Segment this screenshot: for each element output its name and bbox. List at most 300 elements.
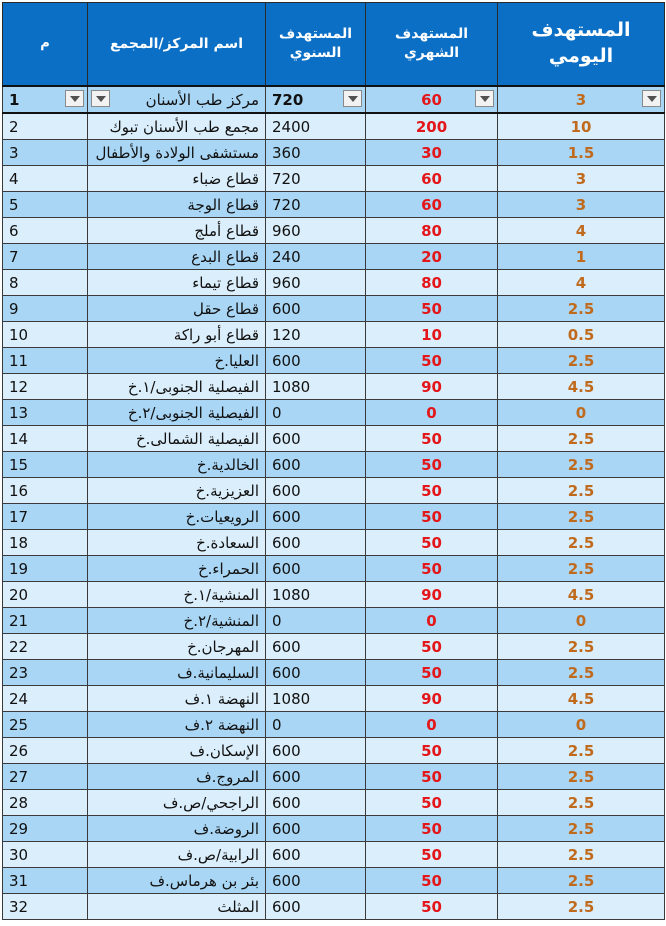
header-center-name[interactable]: اسم المركز/المجمع [88, 3, 266, 87]
cell-annual-target[interactable] [266, 400, 366, 426]
cell-index[interactable] [3, 86, 88, 113]
cell-annual-target-value: 600 [272, 507, 301, 526]
cell-daily-target[interactable] [498, 712, 665, 738]
cell-monthly-target-value: 0 [426, 715, 437, 734]
cell-center-name-value: الفيصلية الجنوبى/٢.خ [127, 403, 259, 422]
cell-monthly-target-value: 50 [421, 871, 442, 890]
cell-monthly-target-value: 50 [421, 793, 442, 812]
cell-monthly-target[interactable] [366, 530, 498, 556]
cell-monthly-target-value: 10 [421, 325, 442, 344]
cell-center-name-value: قطاع حقل [193, 299, 259, 318]
cell-annual-target[interactable] [266, 738, 366, 764]
cell-annual-target[interactable] [266, 140, 366, 166]
cell-index[interactable] [3, 816, 88, 842]
cell-index[interactable] [3, 218, 88, 244]
cell-monthly-target[interactable] [366, 634, 498, 660]
cell-index-value: 12 [9, 377, 29, 396]
cell-index-value: 21 [9, 611, 29, 630]
cell-center-name[interactable] [88, 530, 266, 556]
cell-center-name[interactable] [88, 478, 266, 504]
cell-index[interactable] [3, 504, 88, 530]
cell-monthly-target-value: 90 [421, 377, 442, 396]
cell-annual-target[interactable] [266, 530, 366, 556]
cell-daily-target[interactable] [498, 894, 665, 920]
cell-daily-target-value: 2.5 [567, 455, 595, 474]
cell-annual-target-value: 360 [272, 143, 301, 162]
table-row [3, 712, 665, 738]
cell-center-name[interactable] [88, 634, 266, 660]
cell-daily-target-value: 2.5 [567, 429, 595, 448]
cell-annual-target[interactable] [266, 296, 366, 322]
cell-annual-target[interactable] [266, 764, 366, 790]
cell-daily-target[interactable] [498, 816, 665, 842]
cell-center-name[interactable] [88, 712, 266, 738]
cell-center-name[interactable] [88, 816, 266, 842]
cell-index-value: 16 [9, 481, 29, 500]
cell-daily-target-value: 2.5 [567, 663, 595, 682]
cell-center-name-value: النهضة ٢.ف [184, 715, 259, 734]
cell-annual-target-value: 960 [272, 221, 301, 240]
cell-monthly-target[interactable] [366, 140, 498, 166]
cell-center-name[interactable] [88, 218, 266, 244]
cell-daily-target[interactable] [498, 504, 665, 530]
table-row [3, 894, 665, 920]
cell-daily-target-value: 4.5 [567, 377, 595, 396]
table-row [3, 218, 665, 244]
cell-annual-target-value: 600 [272, 897, 301, 916]
cell-index[interactable] [3, 113, 88, 140]
cell-index[interactable] [3, 868, 88, 894]
cell-index-value: 23 [9, 663, 29, 682]
cell-center-name[interactable] [88, 192, 266, 218]
cell-annual-target[interactable] [266, 842, 366, 868]
cell-center-name[interactable] [88, 660, 266, 686]
cell-annual-target[interactable] [266, 790, 366, 816]
cell-index-value: 31 [9, 871, 29, 890]
cell-monthly-target[interactable] [366, 738, 498, 764]
cell-index-value: 27 [9, 767, 29, 786]
table-row [3, 530, 665, 556]
cell-monthly-target[interactable] [366, 868, 498, 894]
cell-daily-target[interactable] [498, 686, 665, 712]
cell-annual-target-value: 1080 [272, 585, 311, 604]
cell-daily-target[interactable] [498, 140, 665, 166]
cell-monthly-target[interactable] [366, 322, 498, 348]
cell-annual-target-value: 600 [272, 455, 301, 474]
filter-dropdown-icon[interactable] [343, 90, 362, 107]
cell-index[interactable] [3, 452, 88, 478]
cell-index[interactable] [3, 244, 88, 270]
cell-daily-target-value: 2.5 [567, 897, 595, 916]
cell-annual-target-value: 600 [272, 299, 301, 318]
cell-daily-target[interactable] [498, 400, 665, 426]
cell-center-name[interactable] [88, 556, 266, 582]
cell-index[interactable] [3, 764, 88, 790]
cell-daily-target[interactable] [498, 244, 665, 270]
cell-annual-target[interactable] [266, 686, 366, 712]
cell-monthly-target[interactable] [366, 400, 498, 426]
cell-daily-target-value: 3 [575, 169, 587, 188]
cell-index-value: 2 [9, 117, 19, 136]
cell-annual-target[interactable] [266, 504, 366, 530]
cell-monthly-target-value: 80 [421, 273, 442, 292]
cell-daily-target[interactable] [498, 192, 665, 218]
cell-center-name-value: الفيصلية الشمالى.خ [135, 429, 259, 448]
cell-center-name-value: الإسكان.ف [189, 741, 259, 760]
cell-center-name[interactable] [88, 348, 266, 374]
cell-monthly-target-value: 90 [421, 585, 442, 604]
cell-index[interactable] [3, 842, 88, 868]
cell-monthly-target[interactable] [366, 426, 498, 452]
cell-daily-target[interactable] [498, 113, 665, 140]
cell-center-name[interactable] [88, 166, 266, 192]
cell-daily-target[interactable] [498, 296, 665, 322]
table-row [3, 192, 665, 218]
cell-index[interactable] [3, 530, 88, 556]
cell-center-name[interactable] [88, 738, 266, 764]
filter-dropdown-icon[interactable] [642, 90, 661, 107]
cell-center-name[interactable] [88, 790, 266, 816]
cell-monthly-target[interactable] [366, 192, 498, 218]
cell-monthly-target-value: 50 [421, 559, 442, 578]
cell-center-name-value: المروج.ف [196, 767, 259, 786]
cell-center-name[interactable] [88, 504, 266, 530]
cell-center-name[interactable] [88, 582, 266, 608]
cell-daily-target[interactable] [498, 86, 665, 113]
cell-annual-target[interactable] [266, 712, 366, 738]
cell-monthly-target[interactable] [366, 166, 498, 192]
cell-center-name-value: النهضة ١.ف [184, 689, 259, 708]
cell-index[interactable] [3, 582, 88, 608]
cell-center-name-value: بئر بن هرماس.ف [149, 871, 259, 890]
table-row [3, 504, 665, 530]
cell-daily-target[interactable] [498, 842, 665, 868]
cell-annual-target[interactable] [266, 634, 366, 660]
cell-daily-target-value: 4 [575, 221, 587, 240]
cell-index[interactable] [3, 634, 88, 660]
cell-monthly-target[interactable] [366, 348, 498, 374]
cell-monthly-target[interactable] [366, 686, 498, 712]
cell-daily-target[interactable] [498, 348, 665, 374]
cell-monthly-target[interactable] [366, 244, 498, 270]
cell-index-value: 5 [9, 195, 19, 214]
cell-annual-target[interactable] [266, 452, 366, 478]
cell-annual-target-value: 600 [272, 637, 301, 656]
cell-annual-target[interactable] [266, 582, 366, 608]
cell-daily-target[interactable] [498, 582, 665, 608]
cell-daily-target-value: 0 [575, 611, 587, 630]
cell-monthly-target[interactable] [366, 608, 498, 634]
cell-center-name[interactable] [88, 686, 266, 712]
cell-center-name[interactable] [88, 374, 266, 400]
cell-center-name[interactable] [88, 244, 266, 270]
header-index[interactable]: م [3, 3, 88, 87]
filter-dropdown-icon[interactable] [91, 90, 110, 107]
cell-center-name[interactable] [88, 426, 266, 452]
cell-index[interactable] [3, 790, 88, 816]
cell-center-name[interactable] [88, 86, 266, 113]
cell-index[interactable] [3, 348, 88, 374]
cell-annual-target[interactable] [266, 166, 366, 192]
cell-annual-target-value: 120 [272, 325, 301, 344]
cell-monthly-target[interactable] [366, 478, 498, 504]
cell-daily-target[interactable] [498, 530, 665, 556]
cell-annual-target[interactable] [266, 894, 366, 920]
cell-daily-target[interactable] [498, 478, 665, 504]
cell-annual-target[interactable] [266, 374, 366, 400]
cell-annual-target[interactable] [266, 660, 366, 686]
cell-index-value: 7 [9, 247, 19, 266]
cell-index[interactable] [3, 556, 88, 582]
cell-center-name[interactable] [88, 842, 266, 868]
cell-daily-target[interactable] [498, 608, 665, 634]
cell-annual-target[interactable] [266, 608, 366, 634]
cell-monthly-target[interactable] [366, 894, 498, 920]
cell-daily-target-value: 2.5 [567, 741, 595, 760]
cell-annual-target[interactable] [266, 348, 366, 374]
cell-index[interactable] [3, 166, 88, 192]
cell-center-name-value: قطاع تيماء [192, 273, 259, 292]
cell-center-name[interactable] [88, 322, 266, 348]
cell-index-value: 19 [9, 559, 29, 578]
cell-center-name[interactable] [88, 296, 266, 322]
cell-monthly-target[interactable] [366, 816, 498, 842]
cell-annual-target[interactable] [266, 556, 366, 582]
cell-center-name[interactable] [88, 608, 266, 634]
cell-annual-target[interactable] [266, 218, 366, 244]
cell-daily-target-value: 3 [575, 195, 587, 214]
table-body [3, 86, 665, 920]
cell-index[interactable] [3, 712, 88, 738]
cell-monthly-target[interactable] [366, 660, 498, 686]
table-row [3, 556, 665, 582]
cell-index[interactable] [3, 400, 88, 426]
cell-annual-target-value: 600 [272, 793, 301, 812]
cell-center-name[interactable] [88, 400, 266, 426]
cell-annual-target-value: 600 [272, 741, 301, 760]
cell-index[interactable] [3, 478, 88, 504]
cell-center-name-value: الرويعيات.خ [185, 507, 259, 526]
cell-index[interactable] [3, 660, 88, 686]
cell-daily-target[interactable] [498, 790, 665, 816]
cell-annual-target-value: 1080 [272, 689, 311, 708]
cell-daily-target-value: 4.5 [567, 585, 595, 604]
cell-center-name-value: السليمانية.ف [177, 663, 259, 682]
cell-annual-target-value: 600 [272, 351, 301, 370]
cell-index-value: 26 [9, 741, 29, 760]
cell-center-name[interactable] [88, 113, 266, 140]
table-row [3, 842, 665, 868]
cell-daily-target[interactable] [498, 270, 665, 296]
cell-monthly-target[interactable] [366, 582, 498, 608]
cell-daily-target[interactable] [498, 426, 665, 452]
header-daily-target[interactable]: المستهدف اليومي [498, 3, 665, 87]
cell-annual-target[interactable] [266, 192, 366, 218]
table-row [3, 426, 665, 452]
cell-annual-target-value: 720 [272, 90, 304, 109]
header-annual-target[interactable]: المستهدف السنوي [266, 3, 366, 87]
cell-center-name[interactable] [88, 764, 266, 790]
cell-index-value: 32 [9, 897, 29, 916]
cell-annual-target-value: 600 [272, 481, 301, 500]
cell-center-name-value: قطاع البدع [191, 247, 259, 266]
cell-daily-target[interactable] [498, 738, 665, 764]
cell-monthly-target[interactable] [366, 374, 498, 400]
cell-monthly-target-value: 50 [421, 299, 442, 318]
cell-index[interactable] [3, 270, 88, 296]
cell-monthly-target[interactable] [366, 764, 498, 790]
cell-annual-target-value: 240 [272, 247, 301, 266]
cell-daily-target[interactable] [498, 660, 665, 686]
cell-index[interactable] [3, 296, 88, 322]
cell-monthly-target[interactable] [366, 556, 498, 582]
cell-center-name-value: العزيزية.خ [195, 481, 259, 500]
cell-daily-target[interactable] [498, 868, 665, 894]
cell-daily-target[interactable] [498, 452, 665, 478]
cell-daily-target-value: 2.5 [567, 559, 595, 578]
cell-index-value: 6 [9, 221, 19, 240]
cell-index[interactable] [3, 140, 88, 166]
cell-index[interactable] [3, 426, 88, 452]
cell-daily-target[interactable] [498, 322, 665, 348]
cell-annual-target[interactable] [266, 113, 366, 140]
cell-daily-target-value: 0.5 [567, 325, 595, 344]
cell-index-value: 3 [9, 143, 19, 162]
cell-monthly-target-value: 50 [421, 533, 442, 552]
cell-monthly-target[interactable] [366, 452, 498, 478]
filter-dropdown-icon[interactable] [475, 90, 494, 107]
cell-annual-target[interactable] [266, 816, 366, 842]
cell-index[interactable] [3, 894, 88, 920]
cell-daily-target[interactable] [498, 374, 665, 400]
table-row [3, 452, 665, 478]
cell-index-value: 8 [9, 273, 19, 292]
cell-monthly-target-value: 0 [426, 611, 437, 630]
table-row [3, 166, 665, 192]
cell-daily-target[interactable] [498, 166, 665, 192]
cell-monthly-target-value: 90 [421, 689, 442, 708]
cell-annual-target[interactable] [266, 86, 366, 113]
cell-index-value: 29 [9, 819, 29, 838]
cell-annual-target[interactable] [266, 478, 366, 504]
cell-annual-target[interactable] [266, 244, 366, 270]
cell-monthly-target[interactable] [366, 218, 498, 244]
cell-monthly-target[interactable] [366, 86, 498, 113]
cell-annual-target[interactable] [266, 322, 366, 348]
cell-center-name-value: الحمراء.خ [197, 559, 259, 578]
cell-center-name-value: قطاع أملج [194, 221, 259, 240]
table-row [3, 400, 665, 426]
cell-monthly-target-value: 60 [421, 195, 442, 214]
cell-center-name[interactable] [88, 868, 266, 894]
table-row [3, 608, 665, 634]
table-row [3, 244, 665, 270]
cell-daily-target-value: 2.5 [567, 299, 595, 318]
cell-monthly-target[interactable] [366, 790, 498, 816]
cell-daily-target[interactable] [498, 556, 665, 582]
cell-monthly-target-value: 50 [421, 455, 442, 474]
cell-monthly-target[interactable] [366, 504, 498, 530]
cell-daily-target[interactable] [498, 764, 665, 790]
table-row [3, 478, 665, 504]
cell-monthly-target[interactable] [366, 842, 498, 868]
cell-center-name[interactable] [88, 270, 266, 296]
cell-index[interactable] [3, 322, 88, 348]
cell-index-value: 10 [9, 325, 29, 344]
cell-annual-target[interactable] [266, 426, 366, 452]
table-row [3, 86, 665, 113]
cell-center-name-value: الرابية/ص.ف [177, 845, 259, 864]
cell-monthly-target-value: 200 [415, 117, 448, 136]
cell-monthly-target[interactable] [366, 270, 498, 296]
cell-annual-target-value: 600 [272, 429, 301, 448]
table-row [3, 374, 665, 400]
cell-annual-target-value: 960 [272, 273, 301, 292]
cell-annual-target-value: 600 [272, 533, 301, 552]
cell-center-name[interactable] [88, 452, 266, 478]
cell-daily-target-value: 2.5 [567, 351, 595, 370]
cell-monthly-target[interactable] [366, 712, 498, 738]
table-row [3, 868, 665, 894]
cell-monthly-target[interactable] [366, 296, 498, 322]
cell-monthly-target[interactable] [366, 113, 498, 140]
cell-annual-target[interactable] [266, 270, 366, 296]
cell-monthly-target-value: 50 [421, 637, 442, 656]
cell-monthly-target-value: 50 [421, 897, 442, 916]
cell-index-value: 25 [9, 715, 29, 734]
cell-center-name-value: مجمع طب الأسنان تبوك [109, 117, 259, 136]
cell-center-name-value: مستشفى الولادة والأطفال [95, 143, 259, 162]
cell-daily-target-value: 1.5 [567, 143, 595, 162]
cell-center-name[interactable] [88, 140, 266, 166]
cell-daily-target-value: 0 [575, 403, 587, 422]
cell-center-name-value: المنشية/٢.خ [183, 611, 259, 630]
cell-index[interactable] [3, 192, 88, 218]
table-row [3, 322, 665, 348]
filter-dropdown-icon[interactable] [65, 90, 84, 107]
cell-daily-target-value: 0 [575, 715, 587, 734]
header-monthly-target[interactable]: المستهدف الشهري [366, 3, 498, 87]
table-row [3, 764, 665, 790]
table-row [3, 738, 665, 764]
cell-daily-target-value: 2.5 [567, 637, 595, 656]
cell-monthly-target-value: 0 [426, 403, 437, 422]
table-row [3, 686, 665, 712]
cell-daily-target[interactable] [498, 634, 665, 660]
cell-center-name-value: المهرجان.خ [187, 637, 259, 656]
cell-center-name[interactable] [88, 894, 266, 920]
cell-index[interactable] [3, 738, 88, 764]
cell-annual-target[interactable] [266, 868, 366, 894]
cell-daily-target[interactable] [498, 218, 665, 244]
cell-index-value: 11 [9, 351, 29, 370]
cell-index[interactable] [3, 374, 88, 400]
cell-index-value: 4 [9, 169, 19, 188]
table-row [3, 296, 665, 322]
cell-index-value: 13 [9, 403, 29, 422]
cell-index[interactable] [3, 686, 88, 712]
cell-index-value: 15 [9, 455, 29, 474]
cell-index[interactable] [3, 608, 88, 634]
cell-index-value: 1 [9, 90, 20, 109]
cell-daily-target-value: 2.5 [567, 793, 595, 812]
cell-monthly-target-value: 50 [421, 741, 442, 760]
cell-annual-target-value: 2400 [272, 117, 311, 136]
cell-index-value: 9 [9, 299, 19, 318]
cell-monthly-target-value: 30 [421, 143, 442, 162]
cell-daily-target-value: 10 [570, 117, 592, 136]
cell-monthly-target-value: 50 [421, 429, 442, 448]
